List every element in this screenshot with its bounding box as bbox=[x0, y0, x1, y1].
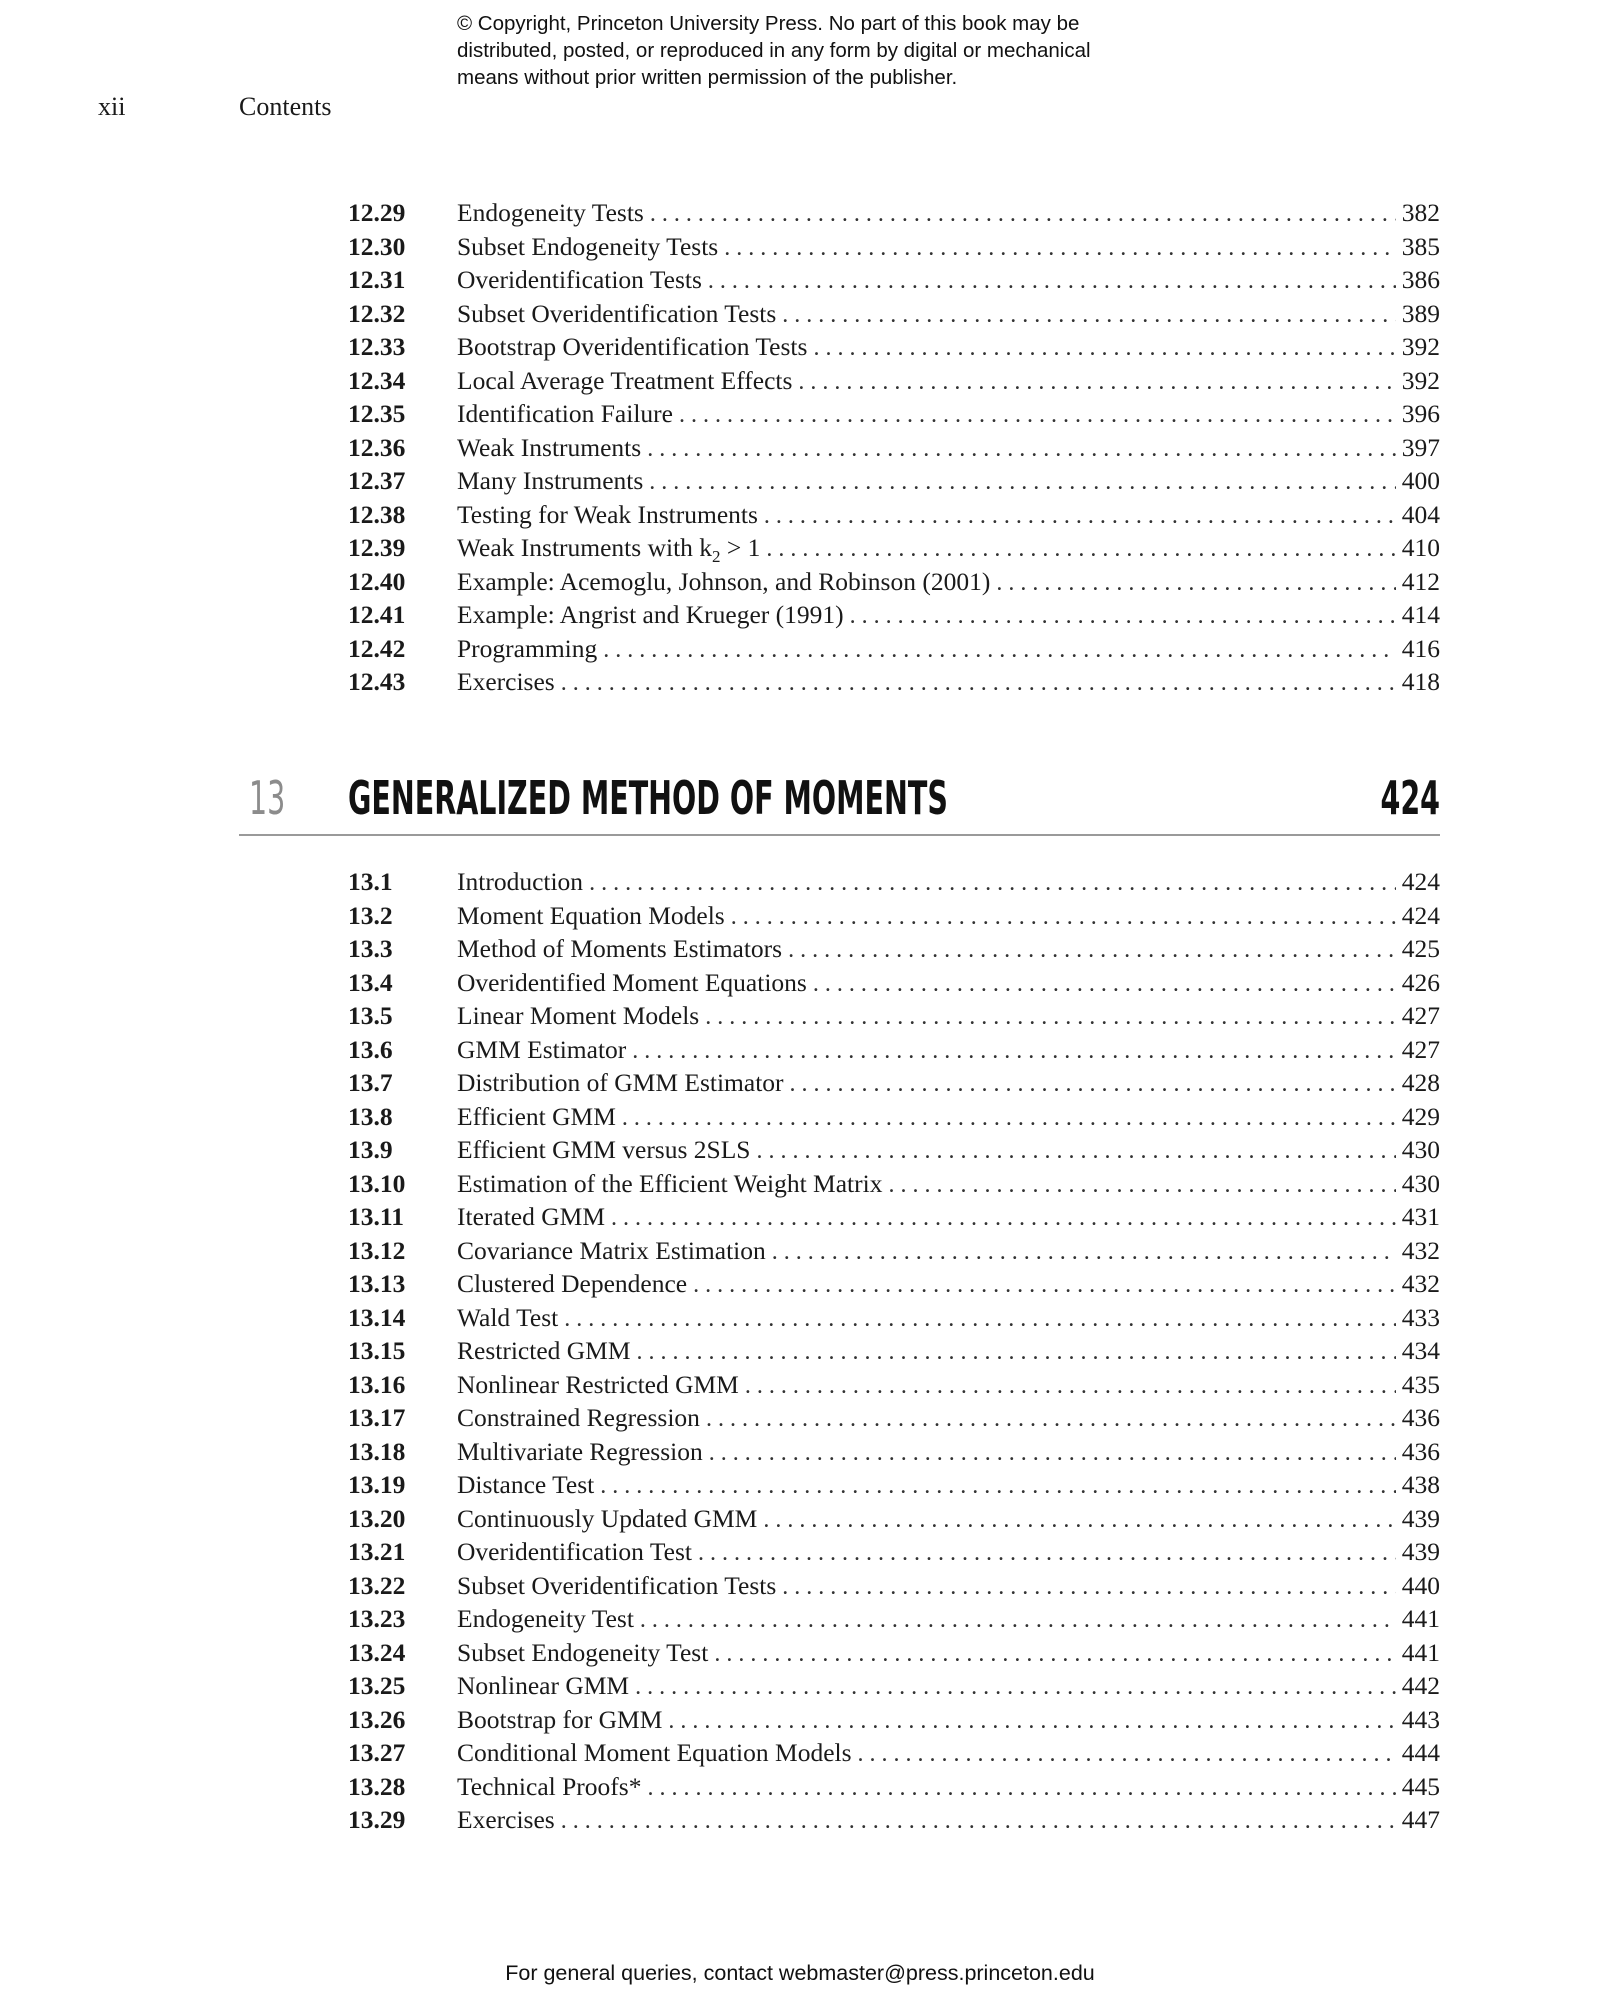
section-number: 12.31 bbox=[348, 265, 406, 294]
section-title: Linear Moment Models bbox=[457, 1001, 700, 1030]
dot-leader bbox=[850, 600, 1396, 633]
page-number: 432 bbox=[1401, 1269, 1440, 1298]
toc-entry bbox=[348, 1334, 1440, 1367]
dot-leader bbox=[706, 1403, 1396, 1436]
dot-leader bbox=[764, 500, 1396, 533]
section-title: Bootstrap Overidentification Tests bbox=[457, 332, 808, 361]
section-number: 13.21 bbox=[348, 1537, 406, 1566]
page-number: 430 bbox=[1401, 1168, 1440, 1198]
section-number: 13.3 bbox=[348, 934, 393, 963]
dot-leader bbox=[698, 1537, 1396, 1570]
section-title: Estimation of the Efficient Weight Matrix bbox=[457, 1168, 883, 1198]
page-folio: xii bbox=[98, 92, 126, 121]
page-number: 443 bbox=[1401, 1704, 1440, 1734]
running-head-title: Contents bbox=[239, 92, 332, 121]
page-number: 424 bbox=[1401, 867, 1440, 896]
section-title: Moment Equation Models bbox=[457, 900, 725, 930]
section-number: 12.41 bbox=[348, 600, 406, 629]
page-number: 444 bbox=[1401, 1738, 1440, 1767]
section-number: 13.1 bbox=[348, 867, 393, 896]
toc-entry bbox=[348, 1133, 1440, 1166]
toc-entry bbox=[348, 397, 1440, 430]
toc-entry bbox=[348, 431, 1440, 464]
section-title: Example: Angrist and Krueger (1991) bbox=[457, 600, 844, 629]
section-title: Distance Test bbox=[457, 1470, 595, 1499]
section-number: 13.12 bbox=[348, 1235, 406, 1265]
section-number: 12.36 bbox=[348, 432, 406, 462]
section-number: 13.28 bbox=[348, 1771, 406, 1801]
section-title-suffix: > 1 bbox=[720, 533, 761, 562]
section-title: Efficient GMM versus 2SLS bbox=[457, 1135, 751, 1164]
page-number: 445 bbox=[1401, 1771, 1440, 1801]
section-number: 13.26 bbox=[348, 1704, 406, 1734]
toc-entry bbox=[348, 966, 1440, 999]
toc-entry bbox=[348, 1267, 1440, 1300]
section-title: Nonlinear GMM bbox=[457, 1671, 630, 1700]
toc-entry bbox=[348, 364, 1440, 397]
page-number: 418 bbox=[1401, 667, 1440, 696]
page-number: 410 bbox=[1401, 533, 1440, 562]
section-title: Subset Overidentification Tests bbox=[457, 1570, 777, 1600]
section-number: 13.15 bbox=[348, 1336, 406, 1365]
section-number: 13.24 bbox=[348, 1637, 406, 1667]
toc-entry bbox=[348, 464, 1440, 497]
section-title: GMM Estimator bbox=[457, 1034, 627, 1064]
toc-entry bbox=[348, 1234, 1440, 1267]
toc-entry bbox=[348, 1033, 1440, 1066]
page-number: 431 bbox=[1401, 1202, 1440, 1231]
dot-leader bbox=[693, 1269, 1396, 1302]
section-title: Restricted GMM bbox=[457, 1336, 631, 1365]
page-number: 426 bbox=[1401, 967, 1440, 997]
section-title: Overidentified Moment Equations bbox=[457, 967, 807, 997]
copyright-notice bbox=[457, 10, 1177, 91]
section-title: Clustered Dependence bbox=[457, 1269, 688, 1298]
toc-entry bbox=[348, 865, 1440, 898]
section-title-text: Weak Instruments with k bbox=[457, 533, 713, 562]
page-number: 424 bbox=[1401, 900, 1440, 930]
dot-leader bbox=[772, 1236, 1396, 1269]
dot-leader bbox=[632, 1035, 1395, 1068]
dot-leader bbox=[724, 232, 1396, 265]
toc-entry bbox=[348, 1535, 1440, 1568]
page-number: 389 bbox=[1401, 298, 1440, 328]
copyright-line: distributed, posted, or reproduced in any form by digital or mechanical bbox=[457, 39, 1091, 62]
page-number: 412 bbox=[1401, 566, 1440, 596]
dot-leader bbox=[561, 1805, 1396, 1838]
section-number: 13.7 bbox=[348, 1068, 393, 1097]
section-title: Continuously Updated GMM bbox=[457, 1503, 758, 1533]
section-number: 12.38 bbox=[348, 499, 406, 529]
page-number: 428 bbox=[1401, 1068, 1440, 1097]
dot-leader bbox=[782, 299, 1395, 332]
toc-entry bbox=[348, 1736, 1440, 1769]
section-title: Wald Test bbox=[457, 1302, 559, 1332]
section-title: Programming bbox=[457, 633, 598, 663]
toc-entry bbox=[348, 1167, 1440, 1200]
page-number: 392 bbox=[1401, 332, 1440, 361]
dot-leader bbox=[635, 1671, 1396, 1704]
section-number: 12.33 bbox=[348, 332, 406, 361]
toc-entry bbox=[348, 1301, 1440, 1334]
dot-leader bbox=[798, 366, 1395, 399]
chapter-number: 13 bbox=[249, 771, 286, 825]
section-number: 12.32 bbox=[348, 298, 406, 328]
section-number: 13.9 bbox=[348, 1135, 393, 1164]
section-number: 12.37 bbox=[348, 466, 406, 495]
page-number: 427 bbox=[1401, 1001, 1440, 1030]
dot-leader bbox=[564, 1303, 1396, 1336]
page-number: 438 bbox=[1401, 1470, 1440, 1499]
dot-leader bbox=[714, 1638, 1395, 1671]
section-number: 13.11 bbox=[348, 1202, 404, 1231]
dot-leader bbox=[763, 1504, 1395, 1537]
dot-leader bbox=[745, 1370, 1396, 1403]
dot-leader bbox=[858, 1738, 1396, 1771]
toc-entry bbox=[348, 1066, 1440, 1099]
dot-leader bbox=[709, 1437, 1396, 1470]
section-number: 13.27 bbox=[348, 1738, 406, 1767]
dot-leader bbox=[622, 1102, 1396, 1135]
section-number: 13.14 bbox=[348, 1302, 406, 1332]
page-number: 440 bbox=[1401, 1570, 1440, 1600]
section-title: Subset Endogeneity Tests bbox=[457, 231, 719, 261]
section-title: Efficient GMM bbox=[457, 1101, 616, 1131]
dot-leader bbox=[600, 1470, 1396, 1503]
dot-leader bbox=[888, 1169, 1395, 1202]
toc-entry bbox=[348, 598, 1440, 631]
dot-leader bbox=[650, 198, 1396, 231]
section-title: Identification Failure bbox=[457, 399, 673, 428]
copyright-line: © Copyright, Princeton University Press. No part of this book may be bbox=[457, 12, 1080, 35]
section-number: 12.40 bbox=[348, 566, 406, 596]
page-number: 430 bbox=[1401, 1135, 1440, 1164]
toc-entry bbox=[348, 665, 1440, 698]
toc-entry bbox=[348, 1502, 1440, 1535]
section-title: Testing for Weak Instruments bbox=[457, 499, 758, 529]
section-title: Subset Overidentification Tests bbox=[457, 298, 777, 328]
section-title: Exercises bbox=[457, 1805, 555, 1834]
section-title: Local Average Treatment Effects bbox=[457, 365, 793, 395]
toc-entry bbox=[348, 1703, 1440, 1736]
section-number: 13.2 bbox=[348, 900, 393, 930]
page-number: 434 bbox=[1401, 1336, 1440, 1365]
section-number: 13.13 bbox=[348, 1269, 406, 1298]
section-number: 12.42 bbox=[348, 633, 406, 663]
page-number: 436 bbox=[1401, 1436, 1440, 1466]
section-number: 12.35 bbox=[348, 399, 406, 428]
dot-leader bbox=[766, 533, 1395, 566]
toc-entry bbox=[348, 196, 1440, 229]
section-number: 13.25 bbox=[348, 1671, 406, 1700]
section-number: 13.18 bbox=[348, 1436, 406, 1466]
section-number: 12.34 bbox=[348, 365, 406, 395]
section-title-subscript: 2 bbox=[712, 547, 721, 567]
section-number: 13.16 bbox=[348, 1369, 406, 1399]
toc-entry bbox=[348, 1200, 1440, 1233]
page-number: 416 bbox=[1401, 633, 1440, 663]
toc-entry bbox=[348, 297, 1440, 330]
dot-leader bbox=[708, 265, 1396, 298]
page-number: 382 bbox=[1401, 198, 1440, 227]
page-number: 396 bbox=[1401, 399, 1440, 428]
section-title: Introduction bbox=[457, 867, 584, 896]
page-number: 397 bbox=[1401, 432, 1440, 462]
toc-entry bbox=[348, 1569, 1440, 1602]
section-title: Overidentification Test bbox=[457, 1537, 692, 1566]
section-title: Nonlinear Restricted GMM bbox=[457, 1369, 739, 1399]
toc-entry bbox=[348, 1468, 1440, 1501]
dot-leader bbox=[679, 399, 1396, 432]
dot-leader bbox=[637, 1336, 1396, 1369]
dot-leader bbox=[731, 901, 1396, 934]
page-number: 447 bbox=[1401, 1805, 1440, 1834]
section-number: 13.17 bbox=[348, 1403, 406, 1432]
toc-entry bbox=[348, 1602, 1440, 1635]
section-title: Technical Proofs* bbox=[457, 1771, 642, 1801]
dot-leader bbox=[782, 1571, 1395, 1604]
section-number: 13.8 bbox=[348, 1101, 393, 1131]
toc-entry bbox=[348, 632, 1440, 665]
dot-leader bbox=[561, 667, 1396, 700]
dot-leader bbox=[589, 867, 1396, 900]
section-title: Constrained Regression bbox=[457, 1403, 700, 1432]
toc-entry bbox=[348, 330, 1440, 363]
page-number: 386 bbox=[1401, 265, 1440, 294]
section-title: Weak Instruments bbox=[457, 432, 642, 462]
section-number: 13.10 bbox=[348, 1168, 406, 1198]
toc-entry bbox=[348, 1669, 1440, 1702]
section-title: Method of Moments Estimators bbox=[457, 934, 783, 963]
toc-entry bbox=[348, 1435, 1440, 1468]
page-number: 436 bbox=[1401, 1403, 1440, 1432]
section-title: Iterated GMM bbox=[457, 1202, 605, 1231]
toc-entry bbox=[348, 999, 1440, 1032]
page-number: 427 bbox=[1401, 1034, 1440, 1064]
page-number: 400 bbox=[1401, 466, 1440, 495]
section-number: 12.39 bbox=[348, 533, 406, 562]
section-title: Covariance Matrix Estimation bbox=[457, 1235, 766, 1265]
toc-entry bbox=[348, 1803, 1440, 1836]
dot-leader bbox=[996, 567, 1395, 600]
toc-entry bbox=[348, 230, 1440, 263]
dot-leader bbox=[813, 968, 1396, 1001]
dot-leader bbox=[790, 1068, 1396, 1101]
section-number: 13.5 bbox=[348, 1001, 393, 1030]
toc-entry bbox=[348, 1368, 1440, 1401]
section-title bbox=[457, 531, 766, 567]
section-number: 13.22 bbox=[348, 1570, 406, 1600]
dot-leader bbox=[649, 466, 1395, 499]
page-number: 385 bbox=[1401, 231, 1440, 261]
page-number: 425 bbox=[1401, 934, 1440, 963]
section-title: Endogeneity Test bbox=[457, 1604, 634, 1633]
toc-entry bbox=[348, 932, 1440, 965]
toc-entry bbox=[348, 531, 1440, 567]
section-number: 13.4 bbox=[348, 967, 393, 997]
page-number: 441 bbox=[1401, 1637, 1440, 1667]
chapter-page-number: 424 bbox=[1380, 771, 1440, 825]
chapter-heading bbox=[239, 770, 1440, 836]
dot-leader bbox=[611, 1202, 1396, 1235]
toc-entry bbox=[348, 899, 1440, 932]
dot-leader bbox=[705, 1001, 1396, 1034]
toc-entry bbox=[348, 1636, 1440, 1669]
section-title: Exercises bbox=[457, 667, 555, 696]
section-number: 13.23 bbox=[348, 1604, 406, 1633]
toc-entry bbox=[348, 498, 1440, 531]
section-title: Example: Acemoglu, Johnson, and Robinson (2001) bbox=[457, 566, 991, 596]
section-title: Multivariate Regression bbox=[457, 1436, 703, 1466]
page-number: 414 bbox=[1401, 600, 1440, 629]
dot-leader bbox=[647, 433, 1396, 466]
section-title: Many Instruments bbox=[457, 466, 644, 495]
page-number: 442 bbox=[1401, 1671, 1440, 1700]
page-number: 439 bbox=[1401, 1503, 1440, 1533]
dot-leader bbox=[756, 1135, 1395, 1168]
page-number: 429 bbox=[1401, 1101, 1440, 1131]
section-number: 12.30 bbox=[348, 231, 406, 261]
section-number: 13.6 bbox=[348, 1034, 393, 1064]
toc-entry bbox=[348, 1401, 1440, 1434]
toc-entry bbox=[348, 565, 1440, 598]
dot-leader bbox=[788, 934, 1396, 967]
section-number: 13.20 bbox=[348, 1503, 406, 1533]
dot-leader bbox=[603, 634, 1396, 667]
toc-entry bbox=[348, 263, 1440, 296]
page-number: 404 bbox=[1401, 499, 1440, 529]
chapter-title: GENERALIZED METHOD OF MOMENTS bbox=[348, 771, 948, 825]
section-number: 13.19 bbox=[348, 1470, 406, 1499]
toc-entry bbox=[348, 1100, 1440, 1133]
page-number: 439 bbox=[1401, 1537, 1440, 1566]
section-number: 13.29 bbox=[348, 1805, 406, 1834]
section-title: Subset Endogeneity Test bbox=[457, 1637, 709, 1667]
section-title: Conditional Moment Equation Models bbox=[457, 1738, 852, 1767]
section-title: Overidentification Tests bbox=[457, 265, 702, 294]
dot-leader bbox=[813, 332, 1395, 365]
page-number: 435 bbox=[1401, 1369, 1440, 1399]
dot-leader bbox=[668, 1705, 1395, 1738]
page-number: 433 bbox=[1401, 1302, 1440, 1332]
copyright-line: means without prior written permission of the publisher. bbox=[457, 66, 958, 89]
page-number: 392 bbox=[1401, 365, 1440, 395]
section-title: Endogeneity Tests bbox=[457, 198, 644, 227]
section-number: 12.29 bbox=[348, 198, 406, 227]
page-number: 441 bbox=[1401, 1604, 1440, 1633]
dot-leader bbox=[640, 1604, 1396, 1637]
page-number: 432 bbox=[1401, 1235, 1440, 1265]
toc-entry bbox=[348, 1770, 1440, 1803]
section-number: 12.43 bbox=[348, 667, 406, 696]
section-title: Distribution of GMM Estimator bbox=[457, 1068, 784, 1097]
dot-leader bbox=[647, 1772, 1395, 1805]
footer-contact: For general queries, contact webmaster@press.princeton.edu bbox=[505, 1961, 1095, 1985]
section-title: Bootstrap for GMM bbox=[457, 1704, 663, 1734]
